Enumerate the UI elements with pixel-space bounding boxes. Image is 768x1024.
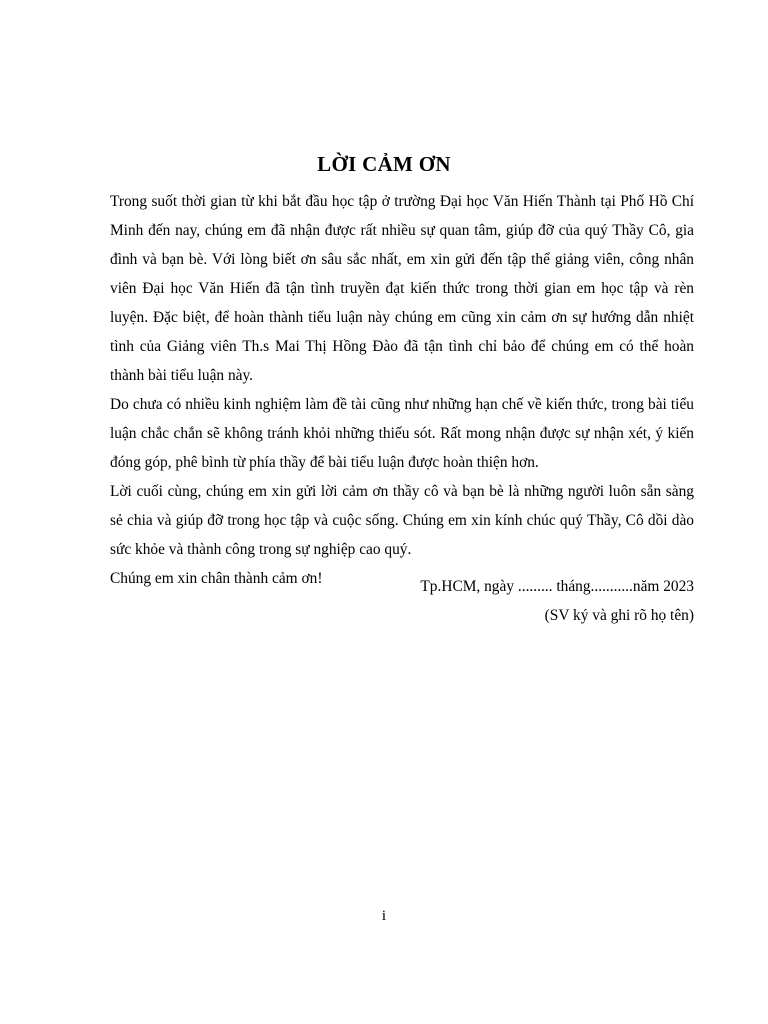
page-number: i (381, 908, 387, 924)
paragraph-final-thanks: Lời cuối cùng, chúng em xin gửi lời cảm ơn thầy cô và bạn bè là những người luôn sẵn sàng sẻ chia và giúp đỡ trong học tập và cuộc sống. Chúng em xin kính chúc quý Thầy, Cô dồi dào sức khỏe và thành công trong sự nghiệp cao quý. (110, 483, 694, 558)
date-line: Tp.HCM, ngày ......... tháng...........năm 2023 (420, 578, 694, 595)
paragraph-limitations: Do chưa có nhiều kinh nghiệm làm đề tài cũng như những hạn chế về kiến thức, trong bài tiểu luận chắc chắn sẽ không tránh khỏi những thiếu sót. Rất mong nhận được sự nhận xét, ý kiến đóng góp, phê bình từ phía thầy để bài tiểu luận được hoàn thiện hơn. (110, 396, 694, 471)
document-body (110, 187, 694, 593)
page-title: LỜI CẢM ƠN (317, 152, 451, 176)
closing-line: Chúng em xin chân thành cảm ơn! (110, 570, 323, 587)
paragraph-acknowledgement: Trong suốt thời gian từ khi bắt đầu học tập ở trường Đại học Văn Hiến Thành tại Phố Hồ Chí Minh đến nay, chúng em đã nhận được rất nhiều sự quan tâm, giúp đỡ của quý Thầy Cô, gia đình và bạn bè. Với lòng biết ơn sâu sắc nhất, em xin gửi đến tập thể giảng viên, công nhân viên Đại học Văn Hiến đã tận tình truyền đạt kiến thức trong thời gian em học tập và rèn luyện. Đặc biệt, để hoàn thành tiểu luận này chúng em cũng xin cảm ơn sự hướng dẫn nhiệt tình của Giảng viên Th.s Mai Thị Hồng Đào đã tận tình chỉ bảo để chúng em có thể hoàn thành bài tiểu luận này. (110, 193, 694, 384)
signature-note: (SV ký và ghi rõ họ tên) (544, 607, 694, 624)
signature-block (110, 572, 694, 630)
